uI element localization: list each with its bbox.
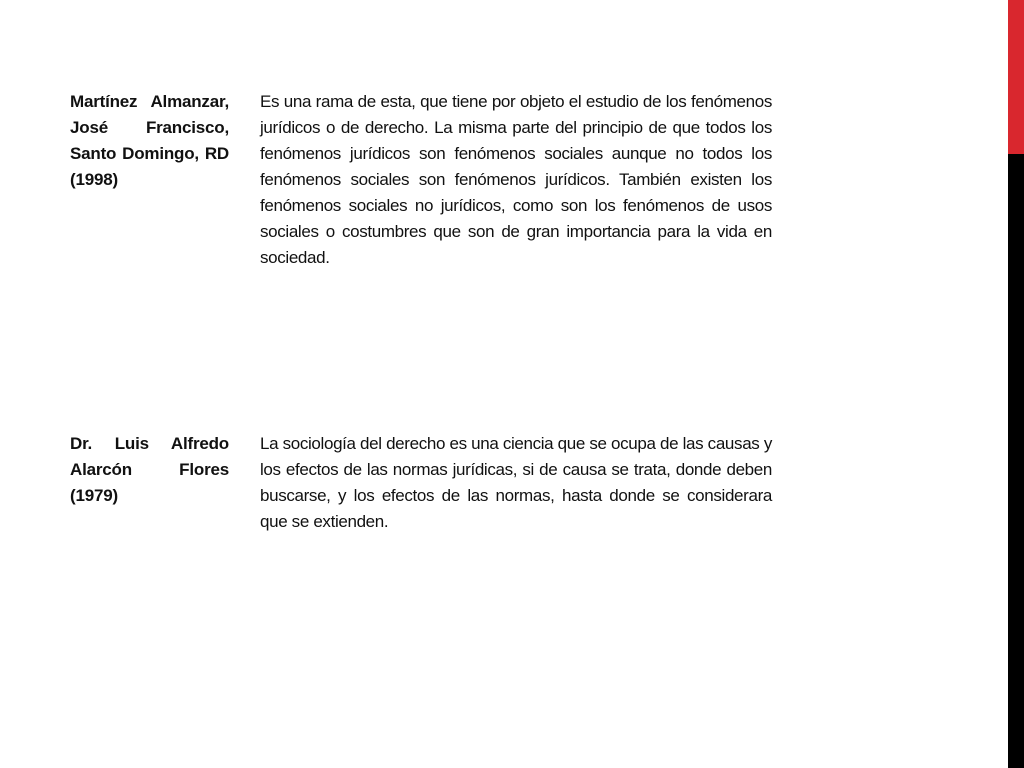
accent-bar-black	[1008, 154, 1024, 768]
author-citation: Dr. Luis Alfredo Alarcón Flores (1979)	[70, 434, 229, 505]
definition-text: Es una rama de esta, que tiene por objeto el estudio de los fenómenos jurídicos o de derecho. La misma parte del principio de que todos los fenómenos jurídicos son fenómenos sociales aunque no todos los fenómenos sociales son fenómenos jurídicos. También existen los fenómenos sociales no jurídicos, como son los fenómenos de usos sociales o costumbres que son de gran importancia para la vida en sociedad.	[260, 92, 772, 267]
author-citation: Martínez Almanzar, José Francisco, Santo Domingo, RD (1998)	[70, 92, 229, 189]
definition-text: La sociología del derecho es una ciencia que se ocupa de las causas y los efectos de las normas jurídicas, si de causa se trata, donde deben buscarse, y los efectos de las normas, hasta donde se considerara que se extienden.	[260, 434, 772, 531]
accent-bar-red	[1008, 0, 1024, 154]
